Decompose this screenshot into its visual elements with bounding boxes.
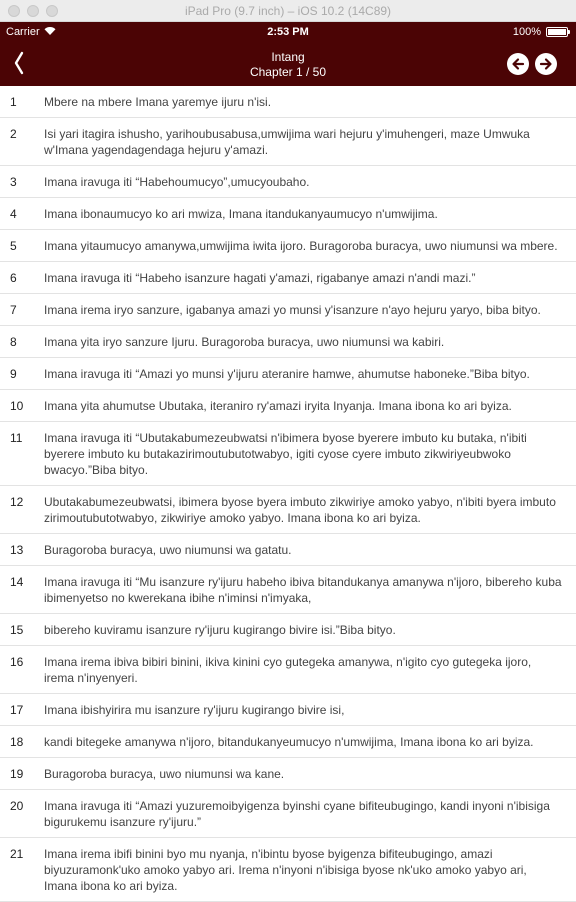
verse-row[interactable] [0,262,576,294]
verse-row[interactable] [0,118,576,166]
battery-percent: 100% [512,26,541,38]
verse-text: Ubutakabumezeubwatsi, ibimera byose byera imbuto zikwiriye amoko yabyo, n'ibiti byera imbuto zirimoutubutotwabyo, zikwiriye amoko yabyo. Imana ibona ko ari byiza. [44,495,556,525]
verse-row[interactable] [0,230,576,262]
verse-text: Imana yita iryo sanzure Ijuru. Buragoroba buracya, uwo niumunsi wa kabiri. [44,335,445,349]
verse-row[interactable] [0,790,576,838]
verse-row[interactable] [0,758,576,790]
verse-text: Imana irema ibifi binini byo mu nyanja, n'ibintu byose byigenza bifiteubugingo, amazi biyuzuramonk'uko amoko yabyo ari. Irema n'inyoni n'ibisiga byose nk'uko amoko yabyo ari, Imana ibona ko ari byiza. [44,847,527,893]
verse-text: Imana iravuga iti “Amazi yuzuremoibyigenza byinshi cyane bifiteubugingo, kandi inyoni n'ibisiga bigurukemu isanzure ry'ijuru.” [44,799,550,829]
verse-text: Imana iravuga iti “Habehoumucyo”,umucyoubaho. [44,175,310,189]
verse-number: 2 [10,127,17,141]
verse-number: 11 [10,431,23,445]
verse-row[interactable] [0,166,576,198]
verse-text: Imana iravuga iti “Mu isanzure ry'ijuru habeho ibiva bitandukanya amanywa n'ijoro, bibereho kuba ibimenyetso no kwerekana ibihe n'iminsi n'imyaka, [44,575,562,605]
verse-row[interactable] [0,646,576,694]
arrow-left-icon [511,57,525,71]
verse-row[interactable] [0,566,576,614]
verse-row[interactable] [0,614,576,646]
verse-text: Mbere na mbere Imana yaremye ijuru n'isi. [44,95,272,109]
verse-text: kandi bitegeke amanywa n'ijoro, bitandukanyeumucyo n'umwijima, Imana ibona ko ari byiza. [44,735,534,749]
verse-number: 10 [10,399,24,413]
verse-number: 9 [10,367,17,381]
verse-text: Imana irema iryo sanzure, igabanya amazi yo munsi y'isanzure n'ayo hejuru yaryo, biba bityo. [44,303,541,317]
battery-group [513,26,568,38]
verse-row[interactable] [0,694,576,726]
verse-row[interactable] [0,326,576,358]
verse-number: 6 [10,271,17,285]
verse-text: Imana ibishyirira mu isanzure ry'ijuru kugirango bivire isi, [44,703,345,717]
arrow-right-icon [539,57,553,71]
verse-row[interactable] [0,534,576,566]
zoom-window-button[interactable] [46,5,58,17]
verse-text: Buragoroba buracya, uwo niumunsi wa kane. [44,767,285,781]
verse-number: 17 [10,703,24,717]
verse-number: 5 [10,239,17,253]
simulator-title: iPad Pro (9.7 inch) – iOS 10.2 (14C89) [184,3,392,18]
verse-row[interactable] [0,838,576,902]
verse-row[interactable] [0,486,576,534]
verse-number: 14 [10,575,24,589]
verse-text: Imana iravuga iti “Ubutakabumezeubwatsi n'ibimera byose byerere imbuto ku butaka, n'ibiti byerere imbuto ku butakazirimoutubutotwabyo, igiti cyose cyere imbuto zikwiriyeubwoko bwacyo.”Biba bityo. [44,431,527,477]
verse-number: 15 [10,623,24,637]
verse-number: 19 [10,767,24,781]
verse-text: Imana irema ibiva bibiri binini, ikiva kinini cyo gutegeka amanywa, n'igito cyo gutegeka ijoro, irema n'inyenyeri. [44,655,532,685]
next-chapter-button[interactable] [535,53,557,75]
verse-number: 7 [10,303,17,317]
simulator-titlebar [0,0,576,22]
verse-row[interactable] [0,358,576,390]
verse-number: 4 [10,207,17,221]
verse-row[interactable] [0,422,576,486]
carrier-label: Carrier [6,26,40,38]
status-bar [0,22,576,42]
verse-row[interactable] [0,726,576,758]
verse-row[interactable] [0,198,576,230]
verse-number: 12 [10,495,24,509]
verse-text: Buragoroba buracya, uwo niumunsi wa gatatu. [44,543,292,557]
verse-text: Imana yitaumucyo amanywa,umwijima iwita ijoro. Buragoroba buracya, uwo niumunsi wa mbere. [44,239,558,253]
battery-icon [546,27,568,37]
verse-text: Imana iravuga iti “Amazi yo munsi y'ijuru ateranire hamwe, ahumutse haboneke.”Biba bityo. [44,367,530,381]
verse-number: 13 [10,543,24,557]
minimize-window-button[interactable] [27,5,39,17]
status-time: 2:53 PM [267,26,309,38]
verse-text: Imana iravuga iti “Habeho isanzure hagati y'amazi, rigabanye amazi n'andi mazi.” [44,271,476,285]
battery-level [548,29,566,35]
close-window-button[interactable] [8,5,20,17]
verse-number: 18 [10,735,24,749]
verse-row[interactable] [0,86,576,118]
verse-row[interactable] [0,294,576,326]
navigation-bar [0,42,576,86]
verse-number: 8 [10,335,17,349]
previous-chapter-button[interactable] [507,53,529,75]
verse-row[interactable] [0,390,576,422]
verse-number: 16 [10,655,24,669]
verse-number: 20 [10,799,24,813]
verse-text: Imana yita ahumutse Ubutaka, iteraniro ry'amazi iryita Inyanja. Imana ibona ko ari byiza. [44,399,512,413]
verse-text: Imana ibonaumucyo ko ari mwiza, Imana itandukanyaumucyo n'umwijima. [44,207,438,221]
chapter-indicator: Chapter 1 / 50 [249,65,327,79]
verse-number: 1 [10,95,17,109]
verse-text: Isi yari itagira ishusho, yarihoubusabusa,umwijima wari hejuru y'imuhengeri, maze Umwuka w'Imana yagendagendaga hejuru y'amazi. [44,127,530,157]
book-title: Intang [271,50,305,64]
verse-list[interactable] [0,86,576,902]
window-controls [8,5,58,17]
verse-number: 21 [10,847,24,861]
verse-number: 3 [10,175,17,189]
verse-text: bibereho kuviramu isanzure ry'ijuru kugirango bivire isi.”Biba bityo. [44,623,396,637]
